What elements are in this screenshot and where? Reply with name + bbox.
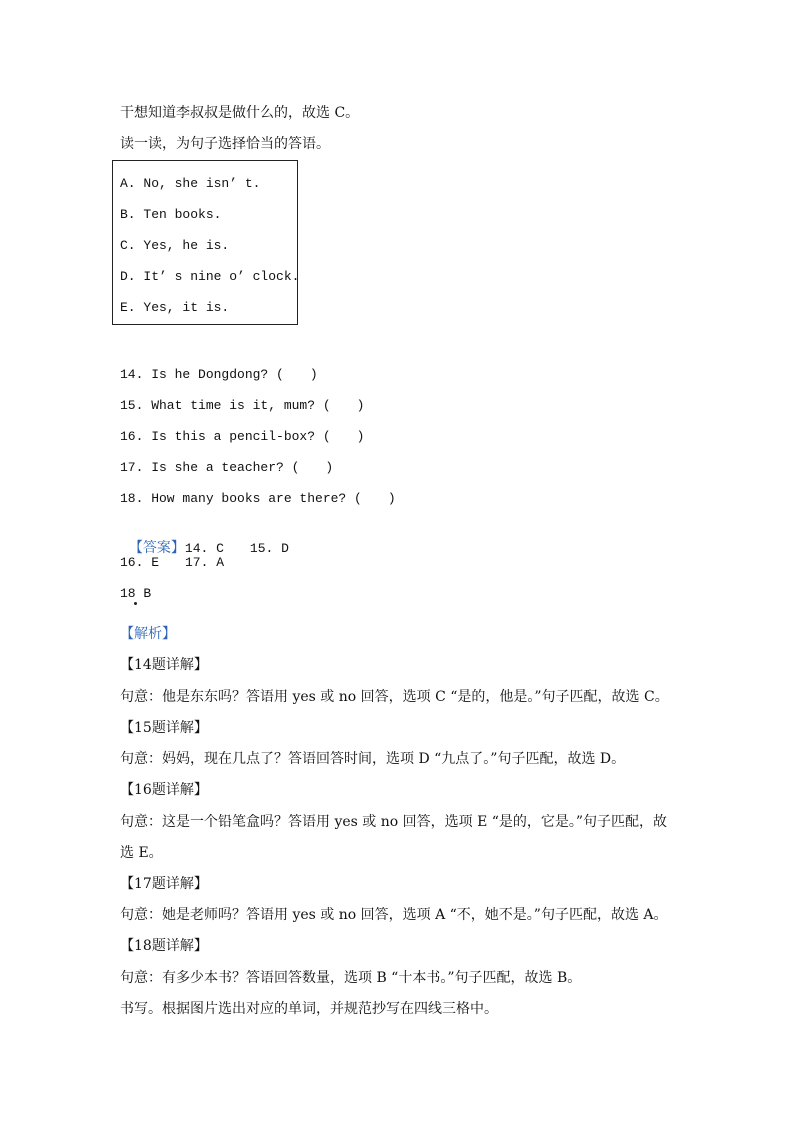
option-a: A. No, she isn’ t. (120, 176, 261, 191)
detail-18-text: 句意：有多少本书？答语回答数量，选项 B “十本书。”句子匹配，故选 B。 (120, 970, 582, 986)
option-d: D. It’ s nine o’ clock. (120, 269, 300, 284)
option-c: C. Yes, he is. (120, 238, 230, 253)
answer-line-3: 18 B (120, 586, 152, 601)
options-box (112, 160, 298, 325)
bullet-dot (134, 602, 137, 605)
detail-17-heading: 【17题详解】 (120, 876, 208, 892)
detail-15-heading: 【15题详解】 (120, 720, 208, 736)
analysis-label: 【解析】 (120, 626, 176, 642)
detail-14-heading: 【14题详解】 (120, 657, 208, 673)
answer-line-1 (120, 521, 289, 558)
question-15: 15. What time is it, mum? ( ) (120, 398, 365, 413)
question-18: 18. How many books are there? ( ) (120, 491, 396, 506)
answer-row-1: 14. C 15. D (184, 541, 289, 556)
option-e: E. Yes, it is. (120, 300, 230, 315)
final-line: 书写。根据图片选出对应的单词，并规范抄写在四线三格中。 (120, 1001, 498, 1017)
question-17: 17. Is she a teacher? ( ) (120, 460, 334, 475)
detail-14-text: 句意：他是东东吗？答语用 yes 或 no 回答，选项 C “是的，他是。”句子匹配，故选 C。 (120, 689, 669, 705)
detail-15-text: 句意：妈妈，现在几点了？答语回答时间，选项 D “九点了。”句子匹配，故选 D。 (120, 751, 626, 767)
instruction-line: 读一读，为句子选择恰当的答语。 (120, 136, 330, 152)
detail-17-text: 句意：她是老师吗？答语用 yes 或 no 回答，选项 A “不，她不是。”句子匹配，故选 A。 (120, 907, 668, 923)
intro-line: 干想知道李叔叔是做什么的，故选 C。 (120, 105, 360, 121)
answer-label: 【答案】 (128, 540, 185, 556)
detail-16-heading: 【16题详解】 (120, 782, 208, 798)
question-14: 14. Is he Dongdong? ( ) (120, 367, 318, 382)
option-b: B. Ten books. (120, 207, 222, 222)
question-16: 16. Is this a pencil-box? ( ) (120, 429, 365, 444)
answer-line-2: 16. E 17. A (120, 555, 225, 570)
detail-16-text-cont: 选 E。 (120, 845, 163, 861)
detail-18-heading: 【18题详解】 (120, 938, 208, 954)
detail-16-text: 句意：这是一个铅笔盒吗？答语用 yes 或 no 回答，选项 E “是的，它是。”句子匹配，故 (120, 814, 668, 830)
